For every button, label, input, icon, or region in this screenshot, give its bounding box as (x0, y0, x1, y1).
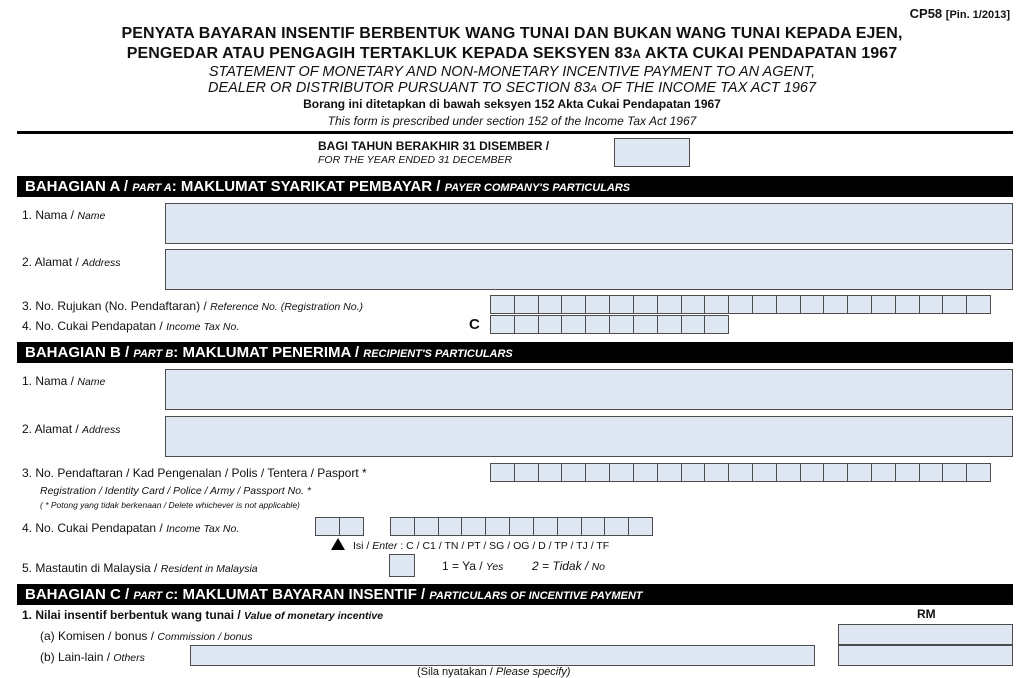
character-cell[interactable] (728, 463, 753, 482)
character-cell[interactable] (585, 295, 610, 314)
character-cell[interactable] (823, 295, 848, 314)
recipient-address-label: 2. Alamat / Address (22, 422, 121, 436)
character-cell[interactable] (847, 463, 872, 482)
recipient-address-field[interactable] (165, 416, 1013, 457)
character-cell[interactable] (871, 463, 896, 482)
others-specify-field[interactable] (190, 645, 815, 666)
recipient-name-field[interactable] (165, 369, 1013, 410)
character-cell[interactable] (633, 463, 658, 482)
recipient-registration-label: 3. No. Pendaftaran / Kad Pengenalan / Polis / Tentera / Pasport * (22, 466, 367, 480)
character-cell[interactable] (681, 315, 706, 334)
monetary-incentive-label: 1. Nilai insentif berbentuk wang tunai / Value of monetary incentive (22, 608, 384, 622)
character-cell[interactable] (581, 517, 606, 536)
character-cell[interactable] (561, 295, 586, 314)
recipient-tax-field[interactable] (390, 517, 652, 536)
character-cell[interactable] (847, 295, 872, 314)
year-label-en: FOR THE YEAR ENDED 31 DECEMBER (318, 154, 513, 166)
character-cell[interactable] (633, 295, 658, 314)
character-cell[interactable] (776, 463, 801, 482)
character-cell[interactable] (752, 463, 777, 482)
character-cell[interactable] (390, 517, 415, 536)
character-cell[interactable] (339, 517, 364, 536)
character-cell[interactable] (628, 517, 653, 536)
character-cell[interactable] (633, 315, 658, 334)
character-cell[interactable] (561, 463, 586, 482)
character-cell[interactable] (966, 463, 991, 482)
year-label-ms: BAGI TAHUN BERAKHIR 31 DISEMBER / (318, 139, 550, 153)
character-cell[interactable] (704, 463, 729, 482)
payer-reference-field[interactable] (490, 295, 990, 314)
character-cell[interactable] (800, 295, 825, 314)
delete-note: ( * Potong yang tidak berkenaan / Delete whichever is not applicable) (40, 500, 300, 510)
payer-address-label: 2. Alamat / Address (22, 255, 121, 269)
character-cell[interactable] (514, 295, 539, 314)
character-cell[interactable] (561, 315, 586, 334)
character-cell[interactable] (538, 315, 563, 334)
prescribed-ms: Borang ini ditetapkan di bawah seksyen 152 Akta Cukai Pendapatan 1967 (303, 97, 721, 111)
character-cell[interactable] (533, 517, 558, 536)
character-cell[interactable] (585, 315, 610, 334)
character-cell[interactable] (800, 463, 825, 482)
character-cell[interactable] (871, 295, 896, 314)
character-cell[interactable] (414, 517, 439, 536)
payer-tax-field[interactable] (490, 315, 728, 334)
character-cell[interactable] (704, 295, 729, 314)
character-cell[interactable] (681, 295, 706, 314)
payer-address-field[interactable] (165, 249, 1013, 290)
character-cell[interactable] (776, 295, 801, 314)
enter-codes: Isi / Enter : C / C1 / TN / PT / SG / OG / D / TP / TJ / TF (353, 540, 610, 552)
title-en-line1: STATEMENT OF MONETARY AND NON-MONETARY INCENTIVE PAYMENT TO AN AGENT, (208, 64, 816, 80)
recipient-registration-label-en: Registration / Identity Card / Police / Army / Passport No. * (40, 485, 311, 497)
character-cell[interactable] (823, 463, 848, 482)
prescribed-en: This form is prescribed under section 152 of the Income Tax Act 1967 (327, 114, 697, 128)
character-cell[interactable] (490, 295, 515, 314)
character-cell[interactable] (538, 463, 563, 482)
currency-label: RM (917, 607, 936, 621)
header-rule (17, 131, 1013, 134)
character-cell[interactable] (942, 295, 967, 314)
character-cell[interactable] (657, 463, 682, 482)
character-cell[interactable] (514, 315, 539, 334)
character-cell[interactable] (919, 463, 944, 482)
character-cell[interactable] (509, 517, 534, 536)
title-en-line2: DEALER OR DISTRIBUTOR PURSUANT TO SECTION 83A OF THE INCOME TAX ACT 1967 (207, 80, 817, 96)
character-cell[interactable] (315, 517, 340, 536)
year-field[interactable] (614, 138, 690, 167)
recipient-tax-label: 4. No. Cukai Pendapatan / Income Tax No. (22, 521, 240, 535)
pointer-triangle-icon (331, 538, 345, 550)
character-cell[interactable] (966, 295, 991, 314)
payer-name-label: 1. Nama / Name (22, 208, 106, 222)
character-cell[interactable] (604, 517, 629, 536)
title-ms-line2: PENGEDAR ATAU PENGAGIH TERTAKLUK KEPADA SEKSYEN 83A AKTA CUKAI PENDAPATAN 1967 (126, 45, 898, 62)
part-c-header: BAHAGIAN C / PART C: MAKLUMAT BAYARAN INSENTIF / PARTICULARS OF INCENTIVE PAYMENT (17, 584, 1013, 605)
resident-yes-option: 1 = Ya / Yes (442, 559, 504, 573)
character-cell[interactable] (657, 295, 682, 314)
character-cell[interactable] (728, 295, 753, 314)
resident-field[interactable] (389, 554, 415, 577)
recipient-tax-prefix-field[interactable] (315, 517, 363, 536)
character-cell[interactable] (538, 295, 563, 314)
character-cell[interactable] (704, 315, 729, 334)
specify-hint: (Sila nyatakan / Please specify) (417, 666, 571, 678)
payer-name-field[interactable] (165, 203, 1013, 244)
character-cell[interactable] (438, 517, 463, 536)
part-a-header: BAHAGIAN A / PART A: MAKLUMAT SYARIKAT PEMBAYAR / PAYER COMPANY'S PARTICULARS (17, 176, 1013, 197)
payer-reference-label: 3. No. Rujukan (No. Pendaftaran) / Reference No. (Registration No.) (22, 299, 364, 313)
commission-amount-field[interactable] (838, 624, 1013, 645)
character-cell[interactable] (609, 463, 634, 482)
others-label: (b) Lain-lain / Others (40, 650, 145, 664)
character-cell[interactable] (919, 295, 944, 314)
character-cell[interactable] (485, 517, 510, 536)
commission-label: (a) Komisen / bonus / Commission / bonus (40, 629, 253, 643)
character-cell[interactable] (752, 295, 777, 314)
character-cell[interactable] (657, 315, 682, 334)
character-cell[interactable] (942, 463, 967, 482)
recipient-name-label: 1. Nama / Name (22, 374, 106, 388)
character-cell[interactable] (490, 463, 515, 482)
others-amount-field[interactable] (838, 645, 1013, 666)
character-cell[interactable] (609, 315, 634, 334)
character-cell[interactable] (681, 463, 706, 482)
character-cell[interactable] (585, 463, 610, 482)
character-cell[interactable] (895, 463, 920, 482)
recipient-registration-field[interactable] (490, 463, 990, 482)
title-ms-line1: PENYATA BAYARAN INSENTIF BERBENTUK WANG TUNAI DAN BUKAN WANG TUNAI KEPADA EJEN, (121, 25, 903, 42)
tax-prefix-c: C (469, 316, 480, 333)
character-cell[interactable] (461, 517, 486, 536)
part-b-header: BAHAGIAN B / PART B: MAKLUMAT PENERIMA / RECIPIENT'S PARTICULARS (17, 342, 1013, 363)
resident-label: 5. Mastautin di Malaysia / Resident in Malaysia (22, 561, 258, 575)
payer-tax-label: 4. No. Cukai Pendapatan / Income Tax No. (22, 319, 240, 333)
character-cell[interactable] (490, 315, 515, 334)
resident-no-option: 2 = Tidak / No (532, 559, 606, 573)
character-cell[interactable] (514, 463, 539, 482)
character-cell[interactable] (609, 295, 634, 314)
character-cell[interactable] (557, 517, 582, 536)
character-cell[interactable] (895, 295, 920, 314)
form-code: CP58 [Pin. 1/2013] (909, 6, 1010, 21)
